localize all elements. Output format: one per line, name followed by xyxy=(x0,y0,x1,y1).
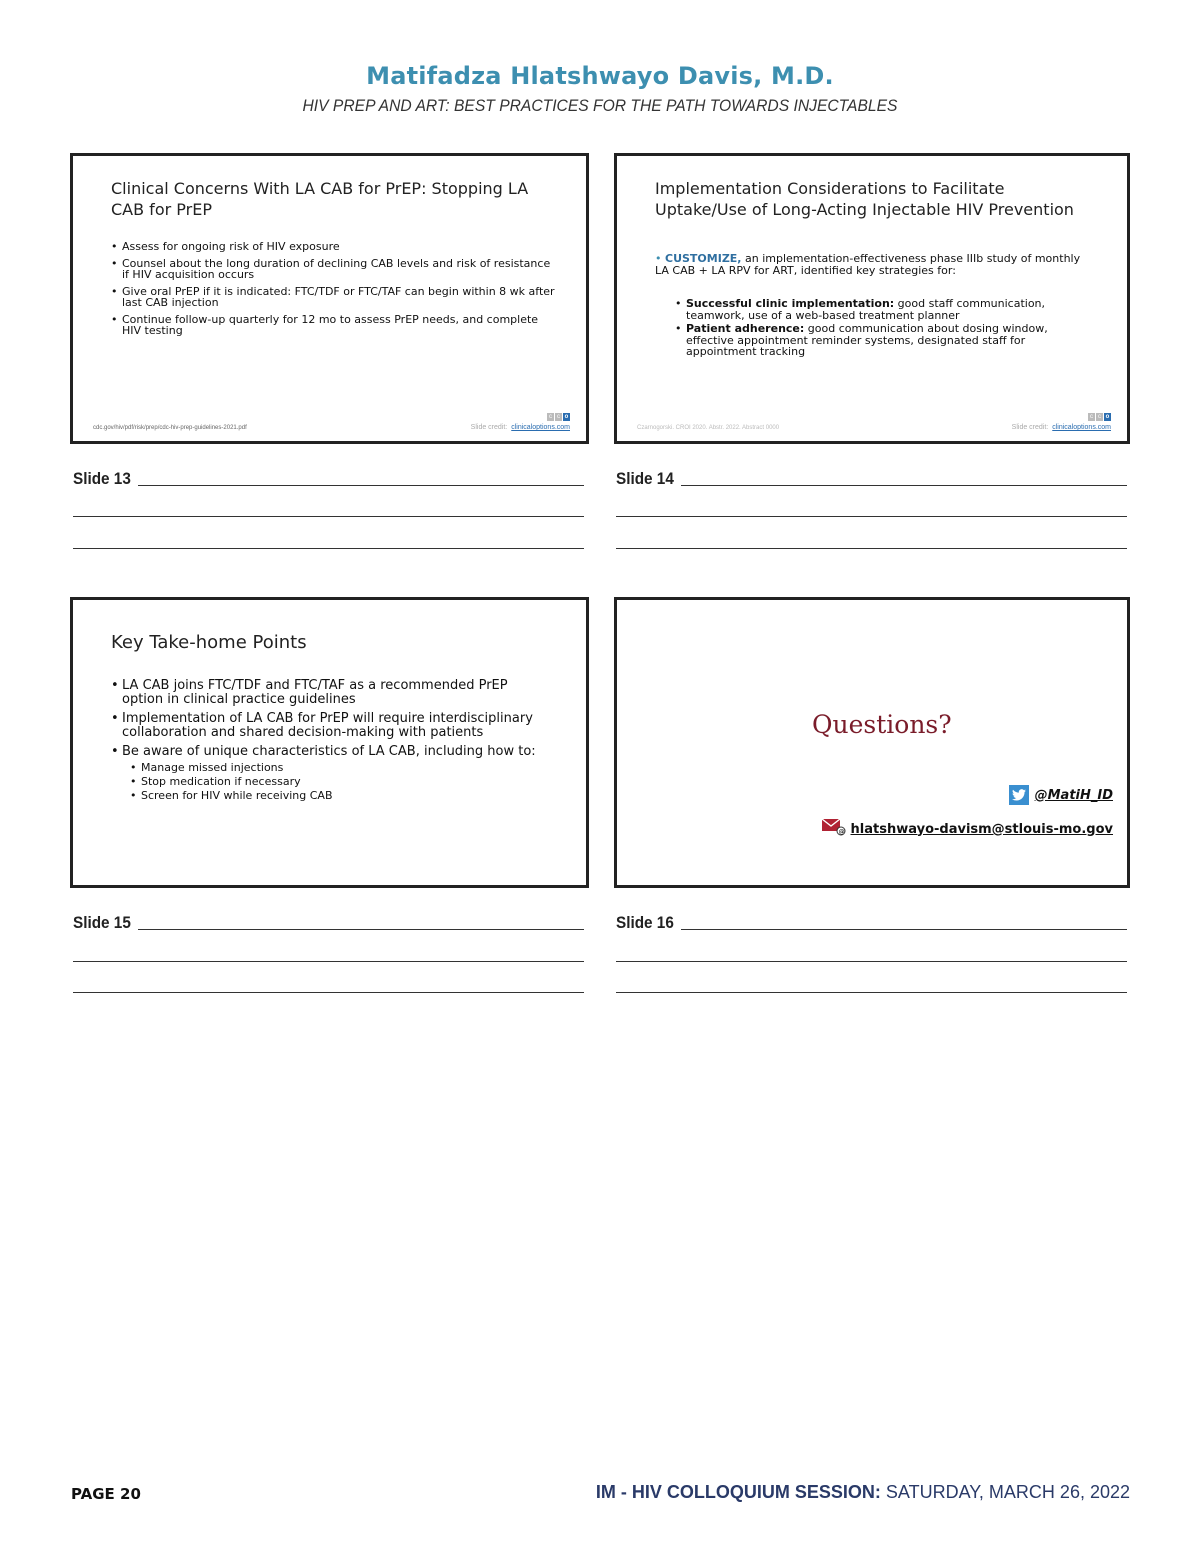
presenter-name: Matifadza Hlatshwayo Davis, M.D. xyxy=(366,62,834,90)
slide-14-label: Slide 14 xyxy=(616,469,674,488)
slide-source: cdc.gov/hiv/pdf/risk/prep/cdc-hiv-prep-guidelines-2021.pdf xyxy=(93,425,247,431)
slide-credit: Slide credit: clinicaloptions.com xyxy=(1011,424,1111,431)
email-contact xyxy=(821,818,1113,840)
email-icon xyxy=(821,818,847,840)
clinicaloptions-link[interactable]: clinicaloptions.com xyxy=(511,424,570,431)
slide-14-thumbnail xyxy=(614,153,1130,444)
slide-15-thumbnail xyxy=(70,597,589,888)
slide-15-label: Slide 15 xyxy=(73,913,131,932)
slide-lead-text: • CUSTOMIZE, an implementation-effectiveness phase IIIb study of monthly LA CAB + LA RPV for ART, identified key strategies for: xyxy=(655,252,1081,277)
list-item: • Be aware of unique characteristics of LA CAB, including how to: • Manage missed injections • Stop medication if necessary • Screen for HIV while receiving CAB xyxy=(111,745,550,802)
bullet-list xyxy=(111,679,550,807)
list-item: • Counsel about the long duration of declining CAB levels and risk of resistance if HIV acquisition occurs xyxy=(111,258,556,281)
slide-credit: Slide credit: clinicaloptions.com xyxy=(470,424,570,431)
list-item: • Stop medication if necessary xyxy=(130,775,550,788)
presentation-subtitle: HIV PREP AND ART: BEST PRACTICES FOR THE PATH TOWARDS INJECTABLES xyxy=(302,96,898,115)
slide-title: Clinical Concerns With LA CAB for PrEP: Stopping LA CAB for PrEP xyxy=(111,179,529,219)
list-item: • Continue follow-up quarterly for 12 mo to assess PrEP needs, and complete HIV testing xyxy=(111,314,556,337)
slide-source: Czarnogorski. CROI 2020. Abstr. 2022. Abstract 0000 xyxy=(637,425,780,431)
list-item: • Implementation of LA CAB for PrEP will require interdisciplinary collaboration and shared decision-making with patients xyxy=(111,712,550,740)
twitter-contact xyxy=(1009,785,1113,805)
note-line xyxy=(138,929,584,930)
questions-title: Questions? xyxy=(812,710,952,739)
note-line xyxy=(73,961,584,962)
twitter-handle[interactable]: @MatiH_ID xyxy=(1034,787,1113,803)
slide-16-thumbnail xyxy=(614,597,1130,888)
cco-logo: c c o xyxy=(549,414,569,420)
note-line xyxy=(73,548,584,549)
note-line xyxy=(616,548,1127,549)
note-line xyxy=(616,516,1127,517)
note-line xyxy=(681,485,1127,486)
note-line xyxy=(616,961,1127,962)
list-item: • Give oral PrEP if it is indicated: FTC/TDF or FTC/TAF can begin within 8 wk after last CAB injection xyxy=(111,286,556,309)
email-address[interactable]: hlatshwayo-davism@stlouis-mo.gov xyxy=(850,821,1113,837)
slide-13-label: Slide 13 xyxy=(73,469,131,488)
slide-16-label: Slide 16 xyxy=(616,913,674,932)
list-item: • Patient adherence: good communication about dosing window, effective appointment reminder systems, designated staff for appointment tracking xyxy=(675,323,1091,358)
list-item: • LA CAB joins FTC/TDF and FTC/TAF as a recommended PrEP option in clinical practice guidelines xyxy=(111,679,550,707)
list-item: • Successful clinic implementation: good staff communication, teamwork, use of a web-based treatment planner xyxy=(675,298,1091,321)
list-item: • Screen for HIV while receiving CAB xyxy=(130,789,550,802)
cco-logo: c c o xyxy=(1090,414,1110,420)
note-line xyxy=(138,485,584,486)
bullet-list xyxy=(675,298,1091,360)
session-info: IM - HIV COLLOQUIUM SESSION: SATURDAY, MARCH 26, 2022 xyxy=(595,1482,1130,1502)
clinicaloptions-link[interactable]: clinicaloptions.com xyxy=(1052,424,1111,431)
list-item: • Assess for ongoing risk of HIV exposure xyxy=(111,241,556,253)
note-line xyxy=(616,992,1127,993)
bullet-list xyxy=(111,241,556,342)
twitter-icon xyxy=(1009,785,1029,805)
page-number: PAGE 20 xyxy=(71,1485,141,1503)
slide-title: Implementation Considerations to Facilitate Uptake/Use of Long-Acting Injectable HIV Prevention xyxy=(655,179,1074,219)
slide-title: Key Take-home Points xyxy=(111,632,307,653)
note-line xyxy=(73,516,584,517)
note-line xyxy=(73,992,584,993)
svg-text:@: @ xyxy=(838,828,845,836)
slide-13-thumbnail xyxy=(70,153,589,444)
list-item: • Manage missed injections xyxy=(130,761,550,774)
note-line xyxy=(681,929,1127,930)
